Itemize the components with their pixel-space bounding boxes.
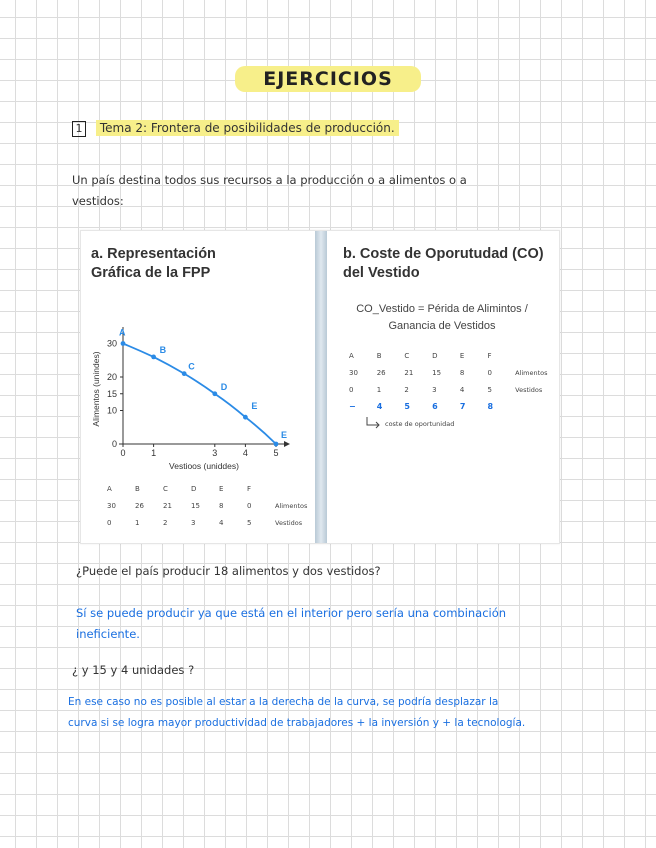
answer-2-line: curva si se logra mayor productividad de trabajadores + la inversión y + la tecnología.	[68, 717, 526, 729]
bracket-arrow-icon	[365, 417, 381, 429]
row-label: Alimentos	[275, 501, 308, 510]
row-label-empty	[515, 398, 559, 415]
y-tick-label: 20	[106, 372, 117, 382]
y-axis-label: Alimentos (unindes)	[91, 351, 101, 427]
co-cell: 8	[487, 402, 494, 411]
panel-b-table	[349, 347, 559, 415]
point-label: D	[220, 381, 228, 392]
value-cell: 1	[376, 385, 382, 394]
question-1: ¿Puede el país producir 18 alimentos y dos vestidos?	[76, 564, 381, 578]
answer-2-line: En ese caso no es posible al estar a la derecha de la curva, se podría desplazar la	[68, 696, 499, 708]
value-cell: 3	[432, 385, 437, 394]
panel-a-title-line: Gráfica de la FPP	[91, 265, 211, 281]
value-cell: 0	[107, 518, 112, 527]
point-label: C	[188, 361, 195, 372]
fpp-curve	[123, 344, 276, 445]
value-cell: 2	[404, 385, 409, 394]
letter-cell: C	[163, 484, 168, 493]
letter-cell: D	[432, 351, 438, 360]
panel-b-title	[343, 245, 544, 283]
letter-cell: B	[135, 484, 140, 493]
textbook-excerpt	[80, 230, 560, 544]
value-cell: 4	[219, 518, 224, 527]
point-label: A	[119, 327, 126, 338]
value-cell: 26	[376, 368, 386, 377]
row-label-empty	[275, 480, 319, 497]
x-tick-label: 1	[151, 448, 157, 458]
y-tick-label: 10	[106, 405, 117, 416]
letter-cell: E	[219, 484, 224, 493]
intro-line: vestidos:	[72, 194, 124, 208]
formula-line: Ganancia de Vestidos	[388, 320, 496, 332]
panel-a-title	[91, 245, 216, 283]
x-axis-arrow	[284, 441, 290, 447]
co-note: coste de oportunidad	[385, 420, 455, 428]
value-cell: 30	[107, 501, 116, 510]
value-cell: 15	[432, 368, 442, 377]
value-cell: 2	[163, 518, 168, 527]
x-tick-label: 0	[120, 448, 126, 458]
value-cell: 15	[191, 501, 200, 510]
letter-cell: C	[404, 351, 410, 360]
x-tick-label: 5	[273, 448, 279, 458]
data-point	[274, 442, 279, 447]
y-tick-label: 15	[106, 388, 117, 399]
value-cell: 1	[135, 518, 140, 527]
value-cell: 4	[459, 385, 465, 394]
panel-b-title-line: b. Coste de Oporutudad (CO)	[343, 246, 544, 262]
fpp-chart	[81, 321, 313, 471]
value-cell: 3	[191, 518, 196, 527]
section-number: 1	[72, 121, 86, 137]
co-formula	[331, 301, 553, 335]
answer-1-line: ineficiente.	[76, 627, 140, 641]
data-point	[243, 415, 248, 420]
co-cell: 7	[459, 402, 466, 411]
title-area	[0, 66, 656, 92]
panel-b-title-line: del Vestido	[343, 265, 420, 281]
co-cell: 4	[376, 402, 383, 411]
value-cell: 8	[459, 368, 465, 377]
value-cell: 30	[349, 368, 358, 377]
panel-b-data-table	[349, 347, 559, 415]
x-axis-label: Vestioos (uniddes)	[169, 461, 239, 471]
panel-a-table	[107, 480, 319, 531]
letter-cell: D	[191, 484, 197, 493]
value-cell: 21	[404, 368, 414, 377]
point-label: B	[159, 344, 167, 355]
answer-1-line: Sí se puede producir ya que está en el interior pero sería una combinación	[76, 606, 507, 620]
section-heading	[72, 121, 399, 137]
intro-text	[72, 170, 467, 212]
answer-2	[68, 692, 525, 734]
row-label: Vestidos	[275, 518, 303, 527]
section-title: Tema 2: Frontera de posibilidades de producción.	[96, 120, 399, 136]
letter-cell: E	[459, 351, 465, 360]
letter-cell: F	[247, 484, 252, 493]
point-label: E	[281, 430, 288, 440]
answer-1	[76, 603, 506, 645]
letter-cell: B	[376, 351, 382, 360]
data-point	[151, 355, 156, 360]
letter-cell: A	[349, 351, 354, 360]
value-cell: 5	[487, 385, 492, 394]
x-tick-label: 3	[212, 448, 218, 458]
intro-line: Un país destina todos sus recursos a la producción o a alimentos o a	[72, 173, 467, 187]
value-cell: 5	[247, 518, 252, 527]
y-tick-label: 30	[106, 338, 117, 349]
co-cell: −	[349, 402, 356, 411]
row-label: Vestidos	[515, 385, 543, 394]
question-2: ¿ y 15 y 4 unidades ?	[72, 663, 195, 677]
value-cell: 0	[247, 501, 252, 510]
value-cell: 21	[163, 501, 172, 510]
letter-cell: A	[107, 484, 112, 493]
value-cell: 0	[487, 368, 492, 377]
data-point	[182, 371, 187, 376]
value-cell: 26	[135, 501, 144, 510]
row-label: Alimentos	[515, 368, 548, 377]
row-label-empty	[515, 347, 559, 364]
y-tick-label: 0	[111, 439, 117, 449]
panel-a-title-line: a. Representación	[91, 246, 216, 262]
point-label: E	[251, 401, 258, 412]
x-tick-label: 4	[242, 448, 248, 458]
letter-cell: F	[487, 351, 492, 360]
data-point	[212, 391, 217, 396]
co-cell: 6	[432, 402, 438, 411]
formula-line: CO_Vestido = Périda de Alimintos /	[356, 303, 528, 315]
data-point	[121, 341, 126, 346]
co-cell: 5	[404, 402, 410, 411]
value-cell: 0	[349, 385, 354, 394]
panel-divider	[315, 231, 327, 543]
page-title: EJERCICIOS	[235, 66, 421, 92]
value-cell: 8	[219, 501, 224, 510]
panel-a-data-table	[107, 480, 319, 531]
